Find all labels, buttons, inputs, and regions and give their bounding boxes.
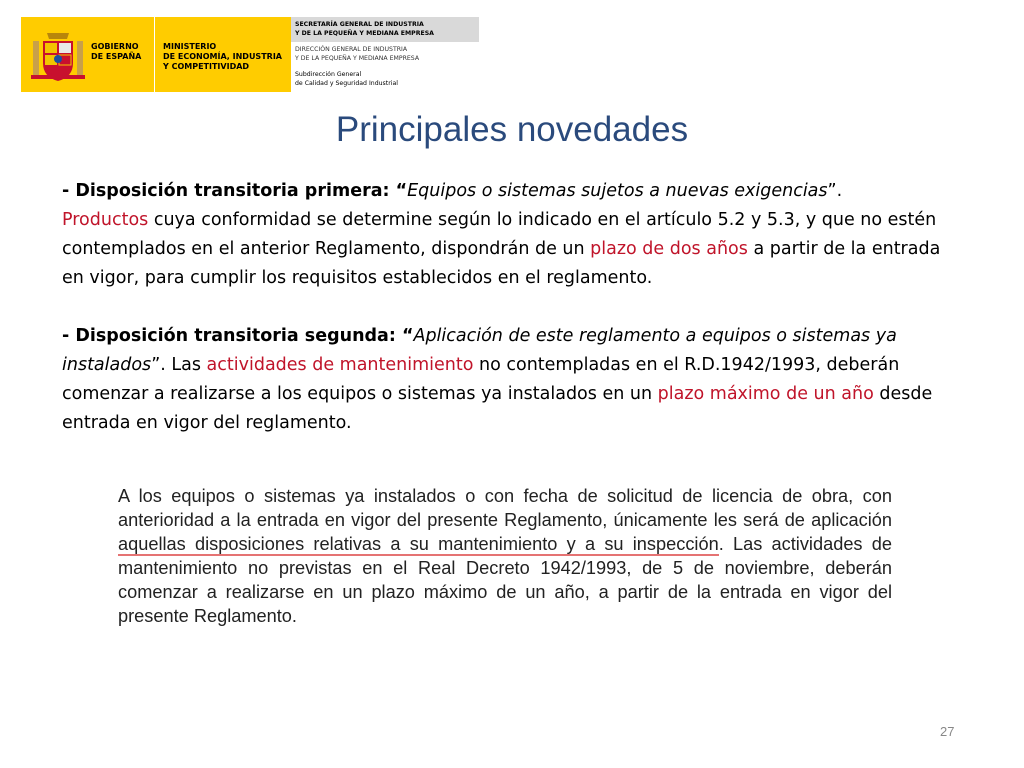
subdireccion-label: Subdirección General de Calidad y Seguridad Industrial — [295, 71, 398, 87]
paragraph-transitoria-primera: - Disposición transitoria primera: “Equipos o sistemas sujetos a nuevas exigencias”. Productos cuya conformidad se determine según lo indicado en el artículo 5.2 y 5.3, y que no estén contemplados en el anterior Reglamento, dispondrán de un plazo de dos años a partir de la entrada en vigor, para cumplir los requisitos establecidos en el reglamento. — [62, 181, 941, 288]
secretaria-label: SECRETARÍA GENERAL DE INDUSTRIA Y DE LA PEQUEÑA Y MEDIANA EMPRESA — [295, 21, 434, 37]
highlight-plazo-dos-anos: plazo de dos años — [590, 239, 748, 259]
page-title: Principales novedades — [335, 110, 689, 149]
slide-body — [62, 177, 962, 467]
direccion-label: DIRECCIÓN GENERAL DE INDUSTRIA Y DE LA PEQUEÑA Y MEDIANA EMPRESA — [295, 46, 420, 62]
header-divider — [154, 17, 155, 92]
regulation-quote-excerpt: A los equipos o sistemas ya instalados o con fecha de solicitud de licencia de obra, con anterioridad a la entrada en vigor del presente Reglamento, únicamente les será de aplicación aquellas disposiciones relativas a su mantenimiento y a su inspección. Las actividades de mantenimiento no previstas en el Real Decreto 1942/1993, de 5 de noviembre, deberán comenzar a realizarse en un plazo máximo de un año, a partir de la entrada en vigor del presente Reglamento. — [118, 486, 892, 626]
underlined-disposiciones: aquellas disposiciones relativas a su mantenimiento y a su inspección — [118, 534, 719, 554]
government-logo-block — [21, 17, 291, 92]
header-logo-bar — [21, 17, 479, 92]
highlight-productos: Productos — [62, 210, 149, 230]
secretaria-tab — [291, 17, 479, 42]
page-number: 27 — [940, 724, 955, 739]
government-label: GOBIERNO DE ESPAÑA — [91, 42, 142, 61]
paragraph-transitoria-segunda: - Disposición transitoria segunda: “Aplicación de este reglamento a equipos o sistemas ya instalados”. Las actividades de mantenimiento no contempladas en el R.D.1942/1993, deberán comenzar a realizarse a los equipos o sistemas ya instalados en un plazo máximo de un año desde entrada en vigor del reglamento. — [62, 326, 933, 433]
ministry-label: MINISTERIO DE ECONOMÍA, INDUSTRIA Y COMPETITIVIDAD — [163, 42, 282, 71]
highlight-actividades-mantenimiento: actividades de mantenimiento — [206, 355, 474, 375]
coat-of-arms-icon — [31, 27, 85, 83]
highlight-plazo-maximo: plazo máximo de un año — [657, 384, 874, 404]
